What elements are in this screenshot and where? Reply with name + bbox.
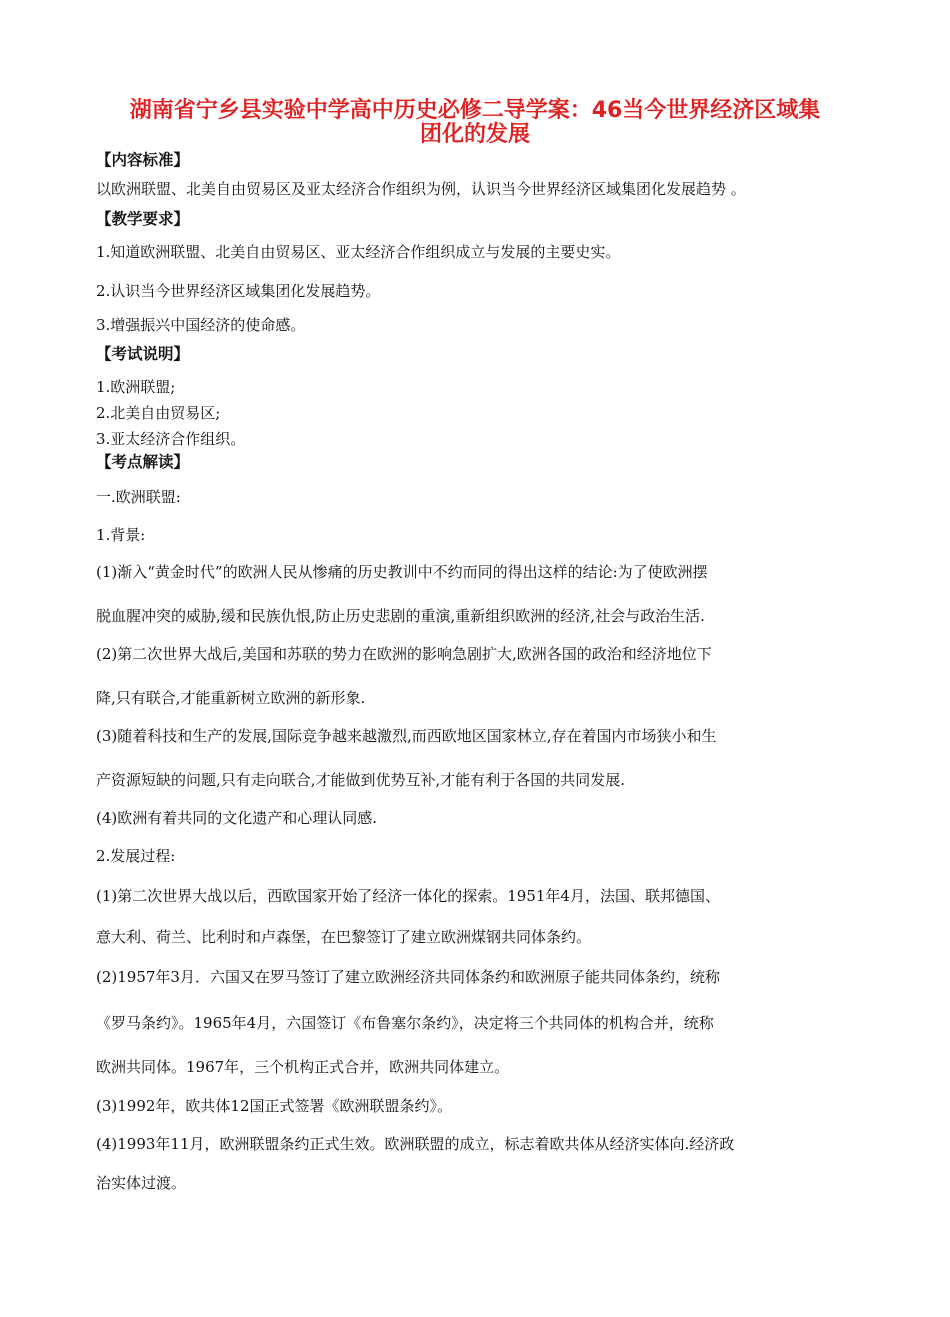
background-line: (2)第二次世界大战后,美国和苏联的势力在欧洲的影响急剧扩大,欧洲各国的政治和经济地位下 xyxy=(96,645,712,663)
background-line: 产资源短缺的问题,只有走向联合,才能做到优势互补,才能有利于各国的共同发展. xyxy=(96,771,626,789)
development-title: 2.发展过程: xyxy=(96,847,176,865)
teaching-requirement-item: 1.知道欧洲联盟、北美自由贸易区、亚太经济合作组织成立与发展的主要史实。 xyxy=(96,243,621,261)
content-standard-text: 以欧洲联盟、北美自由贸易区及亚太经济合作组织为例，认识当今世界经济区域集团化发展趋势 。 xyxy=(96,180,746,198)
exam-note-item: 1.欧洲联盟; xyxy=(96,378,176,396)
development-line: (2)1957年3月．六国又在罗马签订了建立欧洲经济共同体条约和欧洲原子能共同体条约，统称 xyxy=(96,968,720,986)
background-line: 降,只有联合,才能重新树立欧洲的新形象. xyxy=(96,689,366,707)
development-line: 意大利、荷兰、比利时和卢森堡，在巴黎签订了建立欧洲煤钢共同体条约。 xyxy=(96,928,592,946)
teaching-requirement-item: 2.认识当今世界经济区域集团化发展趋势。 xyxy=(96,282,381,300)
document-title-line2: 团化的发展 xyxy=(419,122,530,147)
teaching-requirements-heading: 【教学要求】 xyxy=(96,210,190,228)
content-standard-heading: 【内容标准】 xyxy=(96,151,190,169)
development-line: 欧洲共同体。1967年，三个机构正式合并，欧洲共同体建立。 xyxy=(96,1058,510,1076)
background-line: (3)随着科技和生产的发展,国际竞争越来越激烈,而西欧地区国家林立,存在着国内市场狭小和生 xyxy=(96,727,717,745)
background-line: (1)渐入“黄金时代”的欧洲人民从惨痛的历史教训中不约而同的得出这样的结论:为了使欧洲摆 xyxy=(96,563,708,581)
development-line: 治实体过渡。 xyxy=(96,1174,187,1192)
development-line: (4)1993年11月，欧洲联盟条约正式生效。欧洲联盟的成立，标志着欧共体从经济实体向.经济政 xyxy=(96,1135,735,1153)
development-line: (3)1992年，欧共体12国正式签署《欧洲联盟条约》。 xyxy=(96,1097,453,1115)
development-line: 《罗马条约》。1965年4月，六国签订《布鲁塞尔条约》，决定将三个共同体的机构合并，统称 xyxy=(96,1014,714,1032)
background-line: 脱血腥冲突的威胁,缓和民族仇恨,防止历史悲剧的重演,重新组织欧洲的经济,社会与政治生活. xyxy=(96,607,705,625)
exam-note-item: 2.北美自由贸易区; xyxy=(96,404,221,422)
development-line: (1)第二次世界大战以后，西欧国家开始了经济一体化的探索。1951年4月，法国、联邦德国、 xyxy=(96,887,720,905)
exam-note-item: 3.亚太经济合作组织。 xyxy=(96,430,246,448)
exam-notes-heading: 【考试说明】 xyxy=(96,345,190,363)
document-title-line1: 湖南省宁乡县实验中学高中历史必修二导学案：46当今世界经济区域集 xyxy=(129,98,821,123)
background-line: (4)欧洲有着共同的文化遗产和心理认同感. xyxy=(96,809,378,827)
section-title-eu: 一.欧洲联盟: xyxy=(96,488,181,506)
background-title: 1.背景: xyxy=(96,526,146,544)
key-points-heading: 【考点解读】 xyxy=(96,453,190,471)
teaching-requirement-item: 3.增强振兴中国经济的使命感。 xyxy=(96,316,306,334)
